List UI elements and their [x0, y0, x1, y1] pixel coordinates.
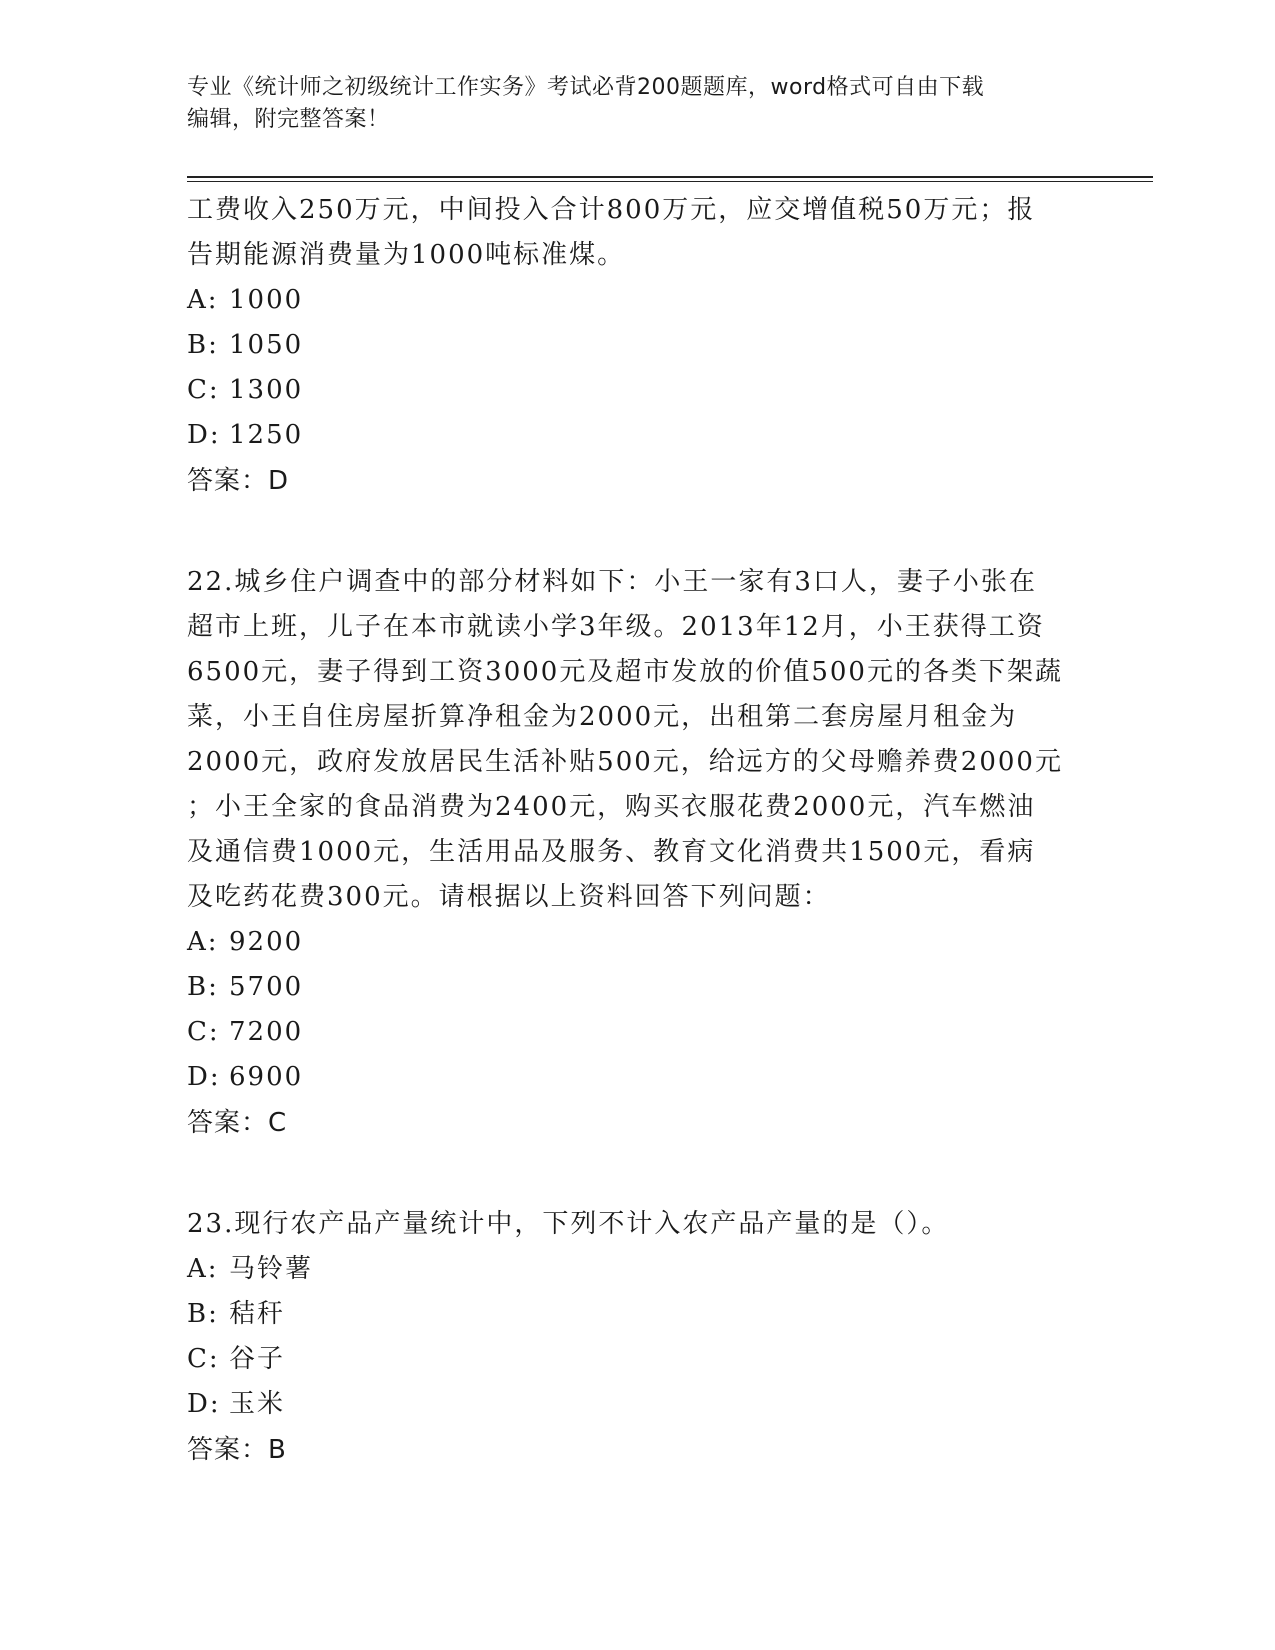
option-value: 马铃薯 [229, 1254, 314, 1284]
option-a [187, 278, 1087, 323]
option-c [187, 368, 1087, 413]
option-letter: A: [187, 285, 219, 315]
answer-line: 答案：B [187, 1435, 287, 1465]
answer-line: 答案：C [187, 1108, 288, 1138]
option-letter: A: [187, 927, 219, 957]
option-d [187, 413, 1087, 458]
question-text-line: 6500元，妻子得到工资3000元及超市发放的价值500元的各类下架蔬 [187, 657, 1063, 687]
option-letter: A: [187, 1254, 219, 1284]
question-text-line: 工费收入250万元，中间投入合计800万元，应交增值税50万元；报 [187, 195, 1036, 225]
question-23 [187, 1202, 1087, 1473]
question-text-line: 及吃药花费300元。请根据以上资料回答下列问题： [187, 882, 831, 912]
option-value: 7200 [229, 1017, 304, 1047]
question-text-line: 告期能源消费量为1000吨标准煤。 [187, 240, 626, 270]
question-text-line: 菜，小王自住房屋折算净租金为2000元，出租第二套房屋月租金为 [187, 702, 1018, 732]
option-value: 玉米 [229, 1389, 286, 1419]
option-letter: C: [187, 1017, 220, 1047]
option-a [187, 920, 1087, 965]
option-value: 谷子 [229, 1344, 286, 1374]
option-value: 1250 [229, 420, 304, 450]
option-value: 6900 [229, 1062, 304, 1092]
question-21 [187, 188, 1087, 504]
option-b [187, 323, 1087, 368]
document-body [187, 188, 1087, 1473]
option-value: 1050 [229, 330, 304, 360]
header-line-2: 编辑，附完整答案！ [187, 107, 390, 132]
option-letter: B: [187, 330, 219, 360]
document-header [187, 72, 1067, 136]
option-value: 5700 [229, 972, 304, 1002]
option-letter: C: [187, 1344, 220, 1374]
option-value: 秸秆 [229, 1299, 286, 1329]
header-rule-thin [187, 181, 1153, 182]
question-text-line: ；小王全家的食品消费为2400元，购买衣服花费2000元，汽车燃油 [187, 792, 1036, 822]
option-value: 1000 [229, 285, 304, 315]
header-line-1: 专业《统计师之初级统计工作实务》考试必背200题题库，word格式可自由下载 [187, 75, 985, 100]
option-letter: D: [187, 420, 221, 450]
option-letter: D: [187, 1062, 221, 1092]
option-b [187, 965, 1087, 1010]
question-text-line: 2000元，政府发放居民生活补贴500元，给远方的父母赡养费2000元 [187, 747, 1063, 777]
option-c [187, 1337, 1087, 1382]
question-text-line: 23.现行农产品产量统计中，下列不计入农产品产量的是（）。 [187, 1209, 950, 1239]
header-rule-thick [187, 176, 1153, 178]
option-d [187, 1055, 1087, 1100]
option-value: 1300 [229, 375, 304, 405]
question-text-line: 超市上班，儿子在本市就读小学3年级。2013年12月，小王获得工资 [187, 612, 1045, 642]
option-d [187, 1382, 1087, 1427]
option-letter: B: [187, 1299, 219, 1329]
option-letter: B: [187, 972, 219, 1002]
option-letter: D: [187, 1389, 221, 1419]
option-value: 9200 [229, 927, 304, 957]
question-22 [187, 560, 1087, 1146]
question-text-line: 22.城乡住户调查中的部分材料如下：小王一家有3口人，妻子小张在 [187, 567, 1037, 597]
option-c [187, 1010, 1087, 1055]
option-b [187, 1292, 1087, 1337]
question-text-line: 及通信费1000元，生活用品及服务、教育文化消费共1500元，看病 [187, 837, 1036, 867]
option-letter: C: [187, 375, 220, 405]
answer-line: 答案：D [187, 466, 290, 496]
option-a [187, 1247, 1087, 1292]
